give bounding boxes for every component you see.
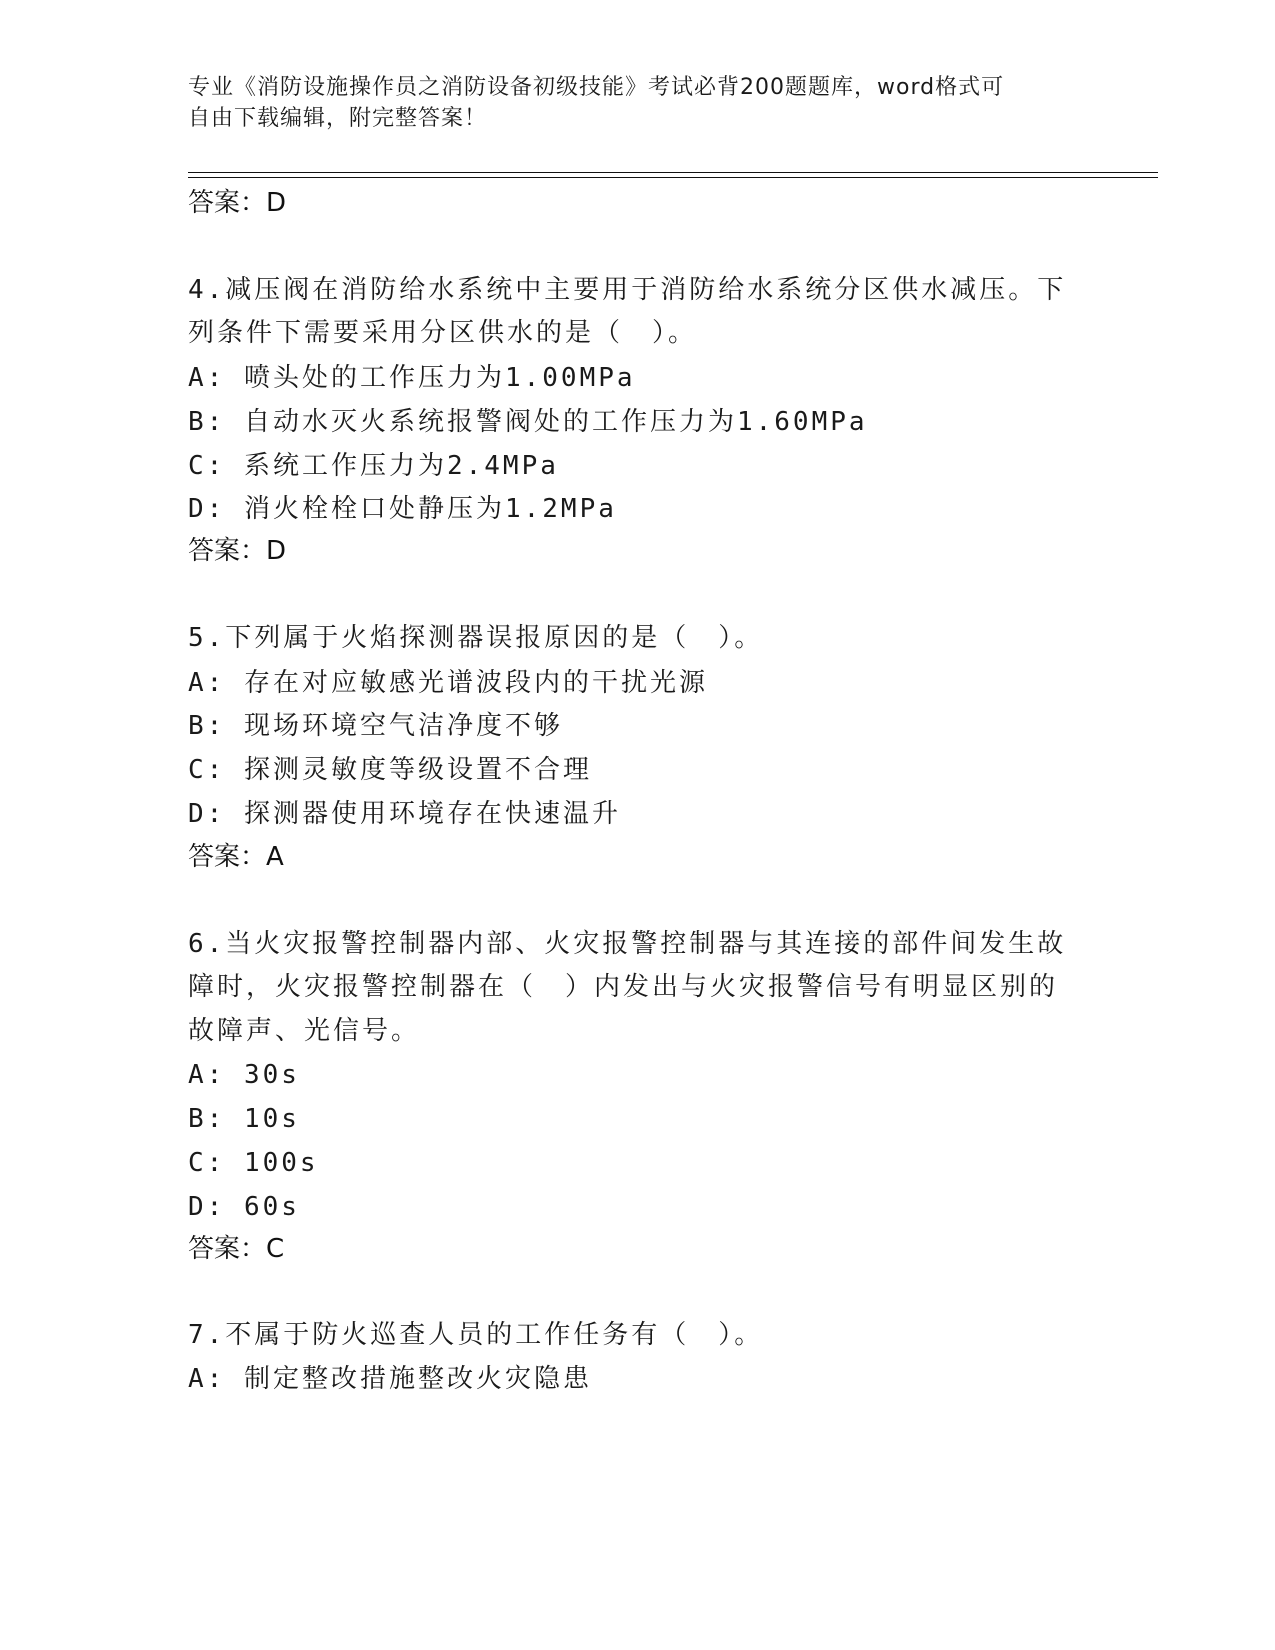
question-6-answer: 答案：C [188,1234,285,1264]
question-7-text-line-1: 7.不属于防火巡查人员的工作任务有（ ）。 [188,1320,764,1350]
question-4-text-line-1: 4.减压阀在消防给水系统中主要用于消防给水系统分区供水减压。下 [188,275,1067,305]
question-5-option-b: B: 现场环境空气洁净度不够 [188,711,563,741]
header-rule-top [188,172,1158,173]
question-5-option-c: C: 探测灵敏度等级设置不合理 [188,755,592,785]
answer-previous-question: 答案：D [188,188,287,218]
question-5-option-a: A: 存在对应敏感光谱波段内的干扰光源 [188,668,708,698]
question-4-option-d: D: 消火栓栓口处静压为1.2MPa [188,494,617,524]
question-6-option-a: A: 30s [188,1060,300,1090]
question-4-option-c: C: 系统工作压力为2.4MPa [188,451,559,481]
header-rule-bottom [188,177,1158,178]
question-6-text-line-3: 故障声、光信号。 [188,1016,421,1046]
question-4-option-b: B: 自动水灭火系统报警阀处的工作压力为1.60MPa [188,407,868,437]
question-4-text-line-2: 列条件下需要采用分区供水的是（ ）。 [188,318,698,348]
question-6-option-b: B: 10s [188,1104,300,1134]
question-6-option-d: D: 60s [188,1192,300,1222]
header-title-line-2: 自由下载编辑，附完整答案！ [188,106,488,131]
question-5-text-line-1: 5.下列属于火焰探测器误报原因的是（ ）。 [188,623,764,653]
question-5-answer: 答案：A [188,842,284,872]
question-6-option-c: C: 100s [188,1148,319,1178]
question-4-answer: 答案：D [188,536,287,566]
question-7-option-a: A: 制定整改措施整改火灾隐患 [188,1364,592,1394]
question-5-option-d: D: 探测器使用环境存在快速温升 [188,799,621,829]
header-title-line-1: 专业《消防设施操作员之消防设备初级技能》考试必背200题题库，word格式可 [188,75,1005,100]
question-6-text-line-1: 6.当火灾报警控制器内部、火灾报警控制器与其连接的部件间发生故 [188,929,1067,959]
question-4-option-a: A: 喷头处的工作压力为1.00MPa [188,363,636,393]
question-6-text-line-2: 障时，火灾报警控制器在（ ）内发出与火灾报警信号有明显区别的 [188,972,1059,1002]
